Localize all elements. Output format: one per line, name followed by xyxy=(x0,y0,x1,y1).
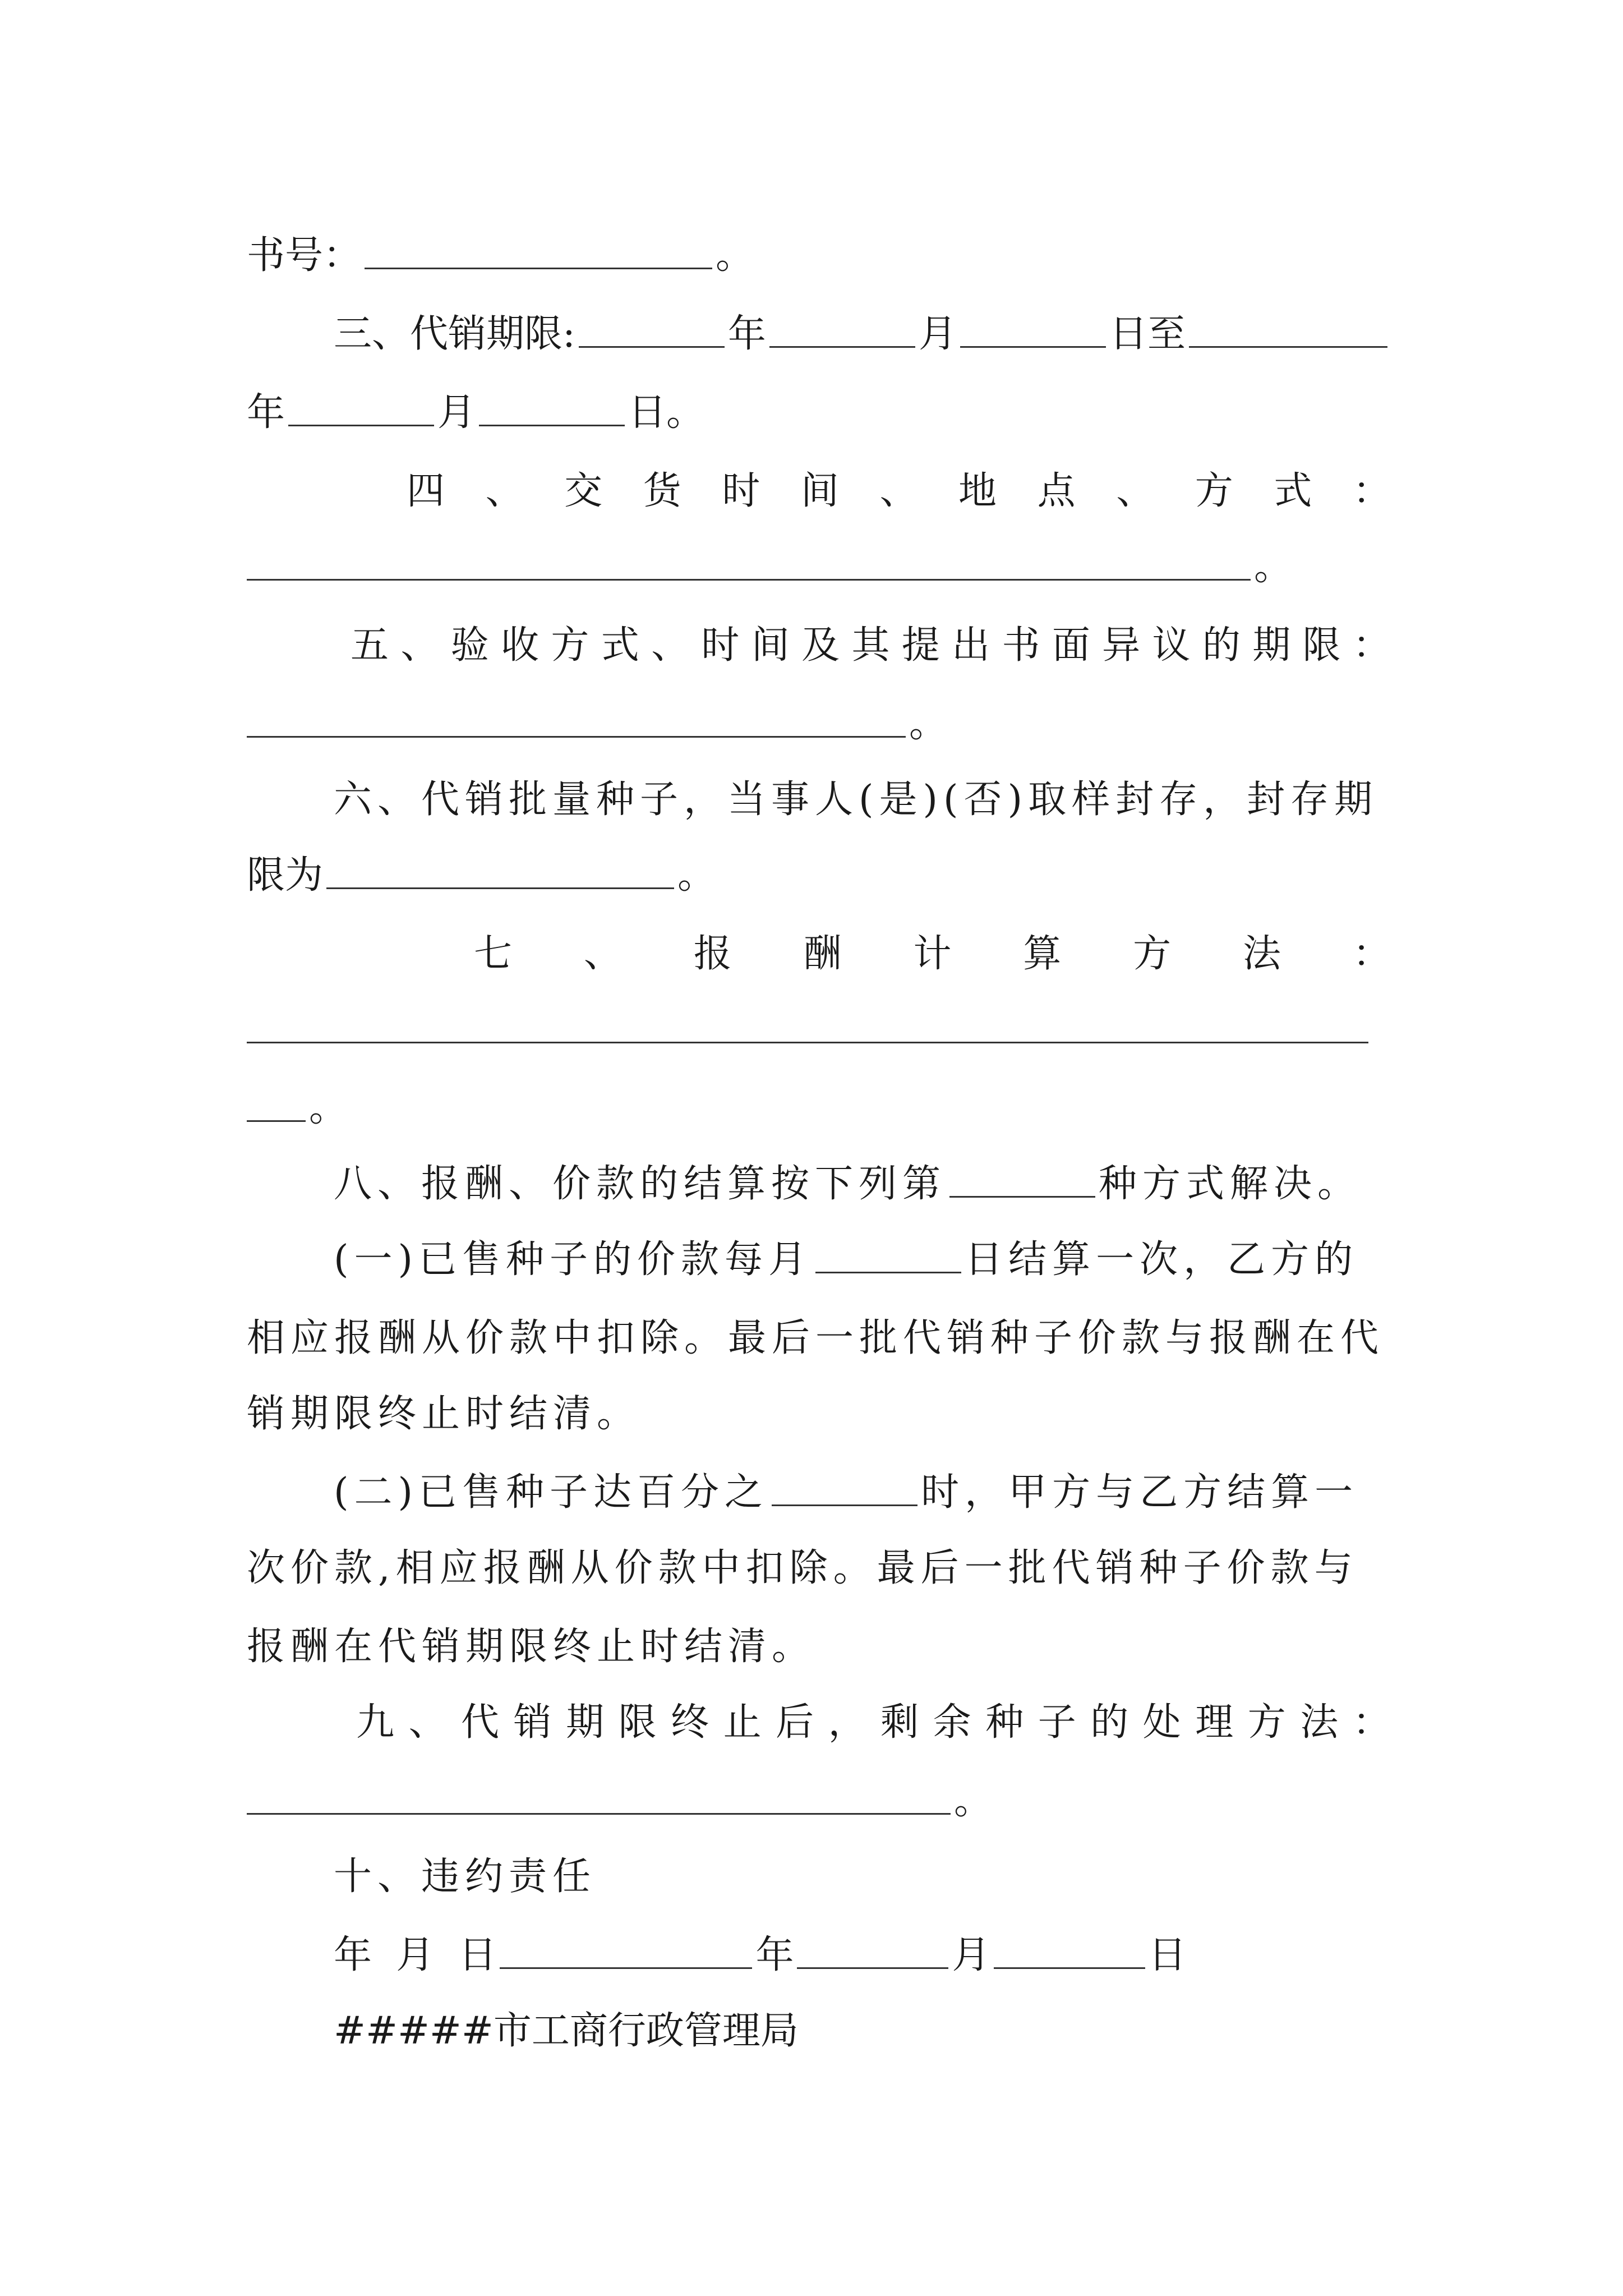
char: 其 xyxy=(851,623,890,668)
blank-remuneration xyxy=(247,1038,1368,1043)
char: 议 xyxy=(1152,623,1191,668)
line-settlement xyxy=(334,1130,1391,1206)
char: 止 xyxy=(723,1700,762,1745)
text-option-two-end: 时，甲方与乙方结算一 xyxy=(921,1470,1359,1515)
char: 时 xyxy=(701,623,740,668)
char: 验 xyxy=(450,623,489,668)
char: 式 xyxy=(601,623,639,668)
char: 剩 xyxy=(880,1700,919,1745)
text-option-one-cont: 相应报酬从价款中扣除。最后一批代销种子价款与报酬在代 xyxy=(247,1316,1385,1360)
text-issuer: #####市工商行政管理局 xyxy=(334,2009,799,2053)
char: 书 xyxy=(1002,623,1040,668)
label-consign-period: 三、代销期限: xyxy=(334,312,575,356)
char: 货 xyxy=(643,469,681,513)
label-day: 日 xyxy=(1148,1933,1187,1977)
char: 式 xyxy=(1274,469,1312,513)
line-option-one-cont2 xyxy=(247,1360,1391,1436)
period: 。 xyxy=(309,1086,348,1130)
char: 余 xyxy=(933,1700,971,1745)
blank-date-year xyxy=(500,1964,752,1969)
char: 、 xyxy=(1116,469,1155,513)
char: 法 xyxy=(1300,1700,1339,1745)
text-option-two-cont2: 报酬在代销期限终止时结清。 xyxy=(247,1625,816,1669)
line-acceptance-blank xyxy=(247,670,1391,746)
label-year: 年 xyxy=(247,390,285,435)
text-option-one-end: 日结算一次，乙方的 xyxy=(965,1237,1359,1282)
text-sampling: 六、代销批量种子，当事人(是)(否)取样封存，封存期 xyxy=(334,777,1378,822)
char: ： xyxy=(1352,623,1391,668)
char: 处 xyxy=(1142,1700,1181,1745)
text-settlement-end: 种方式解决。 xyxy=(1099,1162,1362,1206)
blank-start-year xyxy=(579,343,725,348)
blank-percentage xyxy=(772,1501,917,1506)
char: 及 xyxy=(801,623,840,668)
blank-end-year xyxy=(1189,343,1387,348)
period: 。 xyxy=(677,853,716,898)
char: 出 xyxy=(952,623,990,668)
line-remaining-heading xyxy=(356,1669,1391,1745)
char: 收 xyxy=(501,623,540,668)
line-issuer xyxy=(334,1977,1391,2053)
line-delivery-blank xyxy=(247,513,1391,589)
label-day: 日。 xyxy=(628,390,705,435)
line-option-two-cont2 xyxy=(247,1593,1391,1669)
char: 的 xyxy=(1202,623,1241,668)
char: 时 xyxy=(722,469,760,513)
char: 计 xyxy=(913,932,952,976)
char: 种 xyxy=(985,1700,1024,1745)
blank-date-month xyxy=(797,1964,948,1969)
char: 报 xyxy=(693,932,732,976)
blank-date-day xyxy=(994,1964,1145,1969)
char: 方 xyxy=(551,623,589,668)
blank-acceptance xyxy=(247,733,906,738)
blank-book-number xyxy=(365,264,712,269)
label-month: 月 xyxy=(437,390,476,435)
label-month: 月 xyxy=(918,312,957,356)
char: 五 xyxy=(351,623,389,668)
line-acceptance-heading xyxy=(351,592,1391,668)
char: 方 xyxy=(1247,1700,1286,1745)
blank-start-day xyxy=(960,343,1106,348)
period: 。 xyxy=(954,1779,993,1823)
char: 、 xyxy=(408,1700,447,1745)
char: ， xyxy=(828,1700,866,1745)
line-sampling xyxy=(334,746,1391,822)
label-month: 月 xyxy=(952,1933,990,1977)
line-book-number xyxy=(247,202,1391,278)
text-option-one-cont2: 销期限终止时结清。 xyxy=(247,1392,641,1436)
char: 方 xyxy=(1195,469,1233,513)
line-remaining-blank xyxy=(247,1747,1391,1823)
char: ： xyxy=(1352,932,1391,976)
char: 、 xyxy=(879,469,918,513)
char: 后 xyxy=(776,1700,814,1745)
text-settlement: 八、报酬、价款的结算按下列第 xyxy=(334,1162,947,1206)
label-year: 年 xyxy=(755,1933,794,1977)
blank-delivery xyxy=(247,576,1251,581)
line-date xyxy=(334,1902,1391,1975)
char: 九 xyxy=(356,1700,395,1745)
char: 期 xyxy=(566,1700,605,1745)
blank-end-month xyxy=(288,421,434,426)
line-option-one xyxy=(334,1206,1391,1282)
blank-monthly-day xyxy=(815,1268,961,1273)
text-option-one: (一)已售种子的价款每月 xyxy=(334,1237,813,1282)
char: 方 xyxy=(1133,932,1172,976)
char: 酬 xyxy=(803,932,842,976)
char: 交 xyxy=(564,469,603,513)
blank-remaining xyxy=(247,1810,951,1815)
line-consign-period xyxy=(334,280,1391,356)
char: 限 xyxy=(618,1700,657,1745)
text-option-two: (二)已售种子达百分之 xyxy=(334,1470,769,1515)
char: 、 xyxy=(583,932,622,976)
text-option-two-cont: 次价款,相应报酬从价款中扣除。最后一批代销种子价款与 xyxy=(247,1546,1358,1590)
line-option-two-cont xyxy=(247,1515,1391,1588)
blank-remuneration-end xyxy=(247,1117,306,1122)
char: 地 xyxy=(958,469,997,513)
label-day-to: 日至 xyxy=(1109,312,1186,356)
char: 面 xyxy=(1052,623,1090,668)
label-year: 年 xyxy=(727,312,766,356)
char: 点 xyxy=(1037,469,1076,513)
char: 、 xyxy=(485,469,524,513)
blank-start-month xyxy=(769,343,915,348)
line-sampling-period xyxy=(247,822,1391,898)
char: 算 xyxy=(1023,932,1062,976)
char: 法 xyxy=(1243,932,1281,976)
label-book-number: 书号： xyxy=(247,233,362,278)
char: 、 xyxy=(400,623,439,668)
char: 代 xyxy=(461,1700,500,1745)
blank-end-day xyxy=(479,421,625,426)
line-liability xyxy=(334,1823,1391,1899)
line-remuneration-blank-end xyxy=(247,1055,1391,1128)
char: 异 xyxy=(1102,623,1141,668)
char: ： xyxy=(1352,1700,1391,1745)
char: 销 xyxy=(513,1700,552,1745)
char: 限 xyxy=(1302,623,1341,668)
text-date-label: 年 月 日 xyxy=(334,1933,497,1977)
period: 。 xyxy=(909,702,948,746)
char: ： xyxy=(1352,469,1391,513)
char: 、 xyxy=(651,623,690,668)
char: 间 xyxy=(800,469,839,513)
char: 理 xyxy=(1195,1700,1234,1745)
line-remuneration-blank xyxy=(247,976,1391,1049)
blank-sealing-period xyxy=(326,884,674,889)
line-delivery-heading xyxy=(407,438,1391,513)
line-remuneration-heading xyxy=(474,900,1391,976)
period: 。 xyxy=(1254,545,1293,589)
char: 提 xyxy=(901,623,940,668)
label-period-is: 限为 xyxy=(247,853,324,898)
char: 七 xyxy=(474,932,513,976)
char: 终 xyxy=(671,1700,709,1745)
line-option-two xyxy=(334,1439,1391,1515)
char: 的 xyxy=(1090,1700,1129,1745)
period: 。 xyxy=(716,233,754,278)
char: 间 xyxy=(751,623,790,668)
line-consign-period-end xyxy=(247,359,1391,435)
text-liability: 十、违约责任 xyxy=(334,1855,597,1899)
char: 期 xyxy=(1252,623,1291,668)
char: 子 xyxy=(1038,1700,1076,1745)
char: 四 xyxy=(407,469,445,513)
line-option-one-cont xyxy=(247,1285,1391,1358)
blank-method-number xyxy=(949,1193,1095,1198)
